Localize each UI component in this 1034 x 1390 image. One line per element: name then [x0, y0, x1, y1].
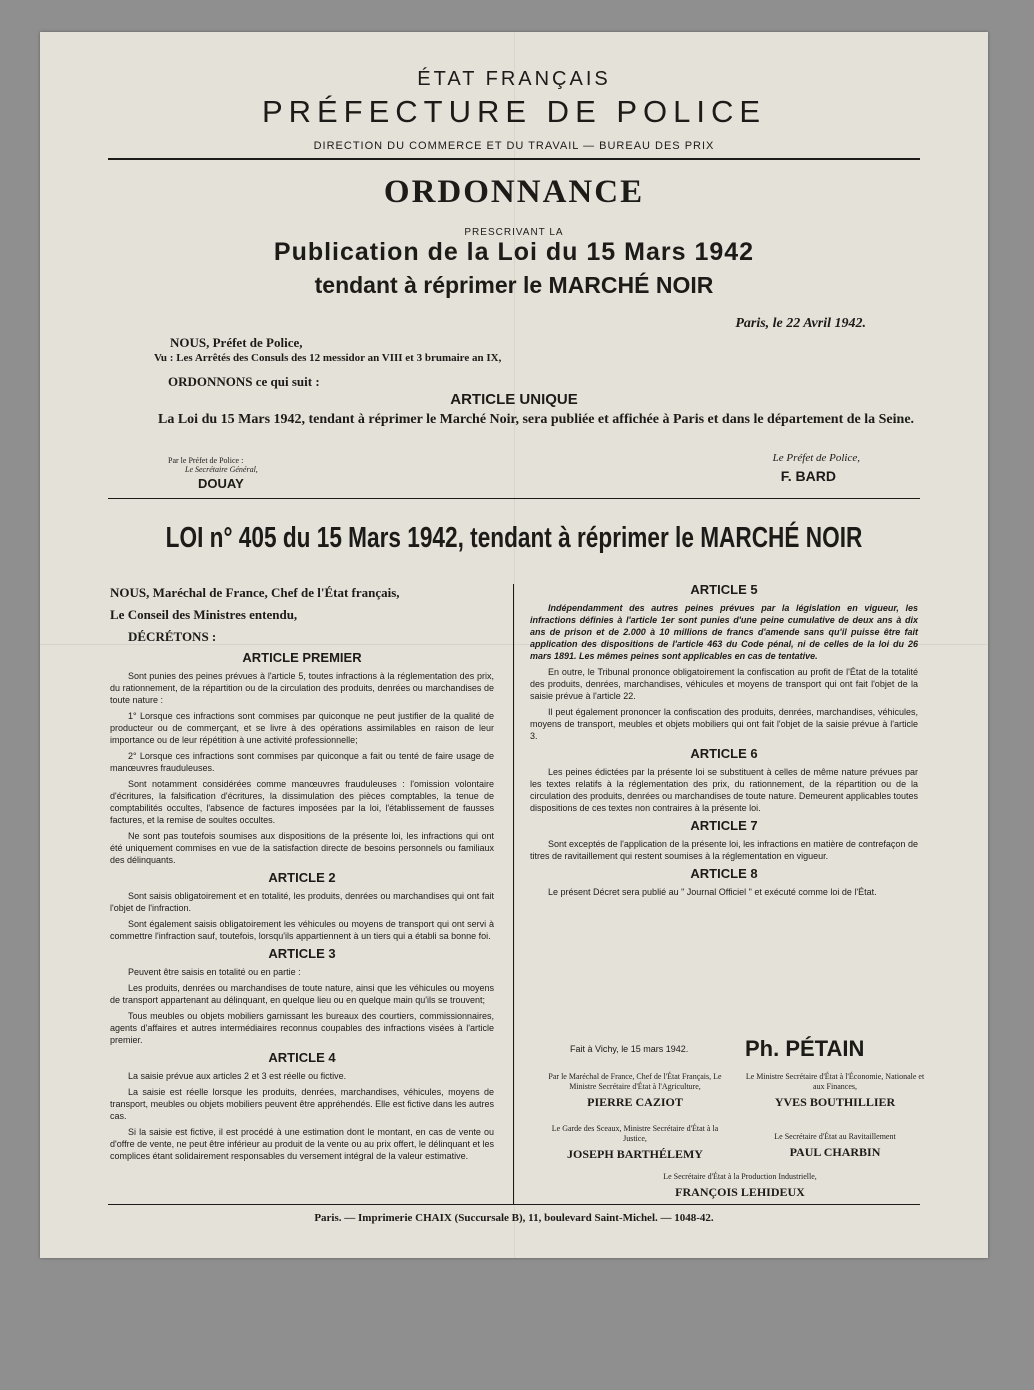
header-etat: ÉTAT FRANÇAIS	[417, 68, 611, 90]
signatory-1	[540, 1072, 730, 1110]
signature-left-line2: Le Secrétaire Général,	[185, 465, 258, 474]
ordonnance-ordonnons: ORDONNONS ce qui suit :	[168, 374, 320, 389]
article-7-title: ARTICLE 7	[690, 818, 758, 833]
header-rule	[108, 158, 920, 160]
signatory-3	[540, 1124, 730, 1162]
article-3-p1: Peuvent être saisis en totalité ou en partie :	[128, 967, 301, 977]
section-rule	[108, 498, 920, 499]
article-6-title: ARTICLE 6	[690, 746, 758, 761]
loi-intro-2: Le Conseil des Ministres entendu,	[110, 607, 298, 622]
signature-petain: Ph. PÉTAIN	[745, 1036, 865, 1061]
article-1-title: ARTICLE PREMIER	[242, 650, 362, 665]
article-2-title: ARTICLE 2	[268, 870, 336, 885]
signatory-5-name: FRANÇOIS LEHIDEUX	[675, 1185, 805, 1199]
article-1-p1: Sont punies des peines prévues à l'article 5, toutes infractions à la réglementation des prix, du rationnement, de la répartition ou de la circulation des produits, denrées ou marchandises de toute nature :	[110, 671, 494, 705]
article-7-p1: Sont exceptés de l'application de la présente loi, les infractions en matière de contrefaçon de titres de ravitaillement qui restent soumises à la réglementation en vigueur.	[530, 839, 918, 861]
article-2-p1: Sont saisis obligatoirement et en totalité, les produits, denrées ou marchandises qui ont fait l'objet de l'infraction.	[110, 891, 494, 913]
loi-decretons: DÉCRÉTONS :	[128, 629, 217, 644]
article-5-p1: Indépendamment des autres peines prévues par la législation en vigueur, les infractions définies à l'article 1er sont punies d'une peine cumulative de deux ans à dix ans de prison et de 2.000 à 10 millions de francs d'amende sans qu'il puisse être fait application des dispositions de l'article 463 du Code pénal, ni de celles de la loi du 26 mars 1891. Les mêmes peines sont applicables en cas de tentative.	[530, 603, 918, 661]
article-unique-title: ARTICLE UNIQUE	[450, 391, 578, 408]
signatory-4-name: PAUL CHARBIN	[789, 1145, 881, 1159]
signatory-1-name: PIERRE CAZIOT	[587, 1095, 683, 1109]
header-prefecture: PRÉFECTURE DE POLICE	[261, 94, 767, 129]
ordonnance-date: Paris, le 22 Avril 1942.	[735, 316, 866, 331]
left-column	[110, 584, 494, 1166]
ordonnance-tendant: tendant à réprimer le MARCHÉ NOIR	[314, 272, 714, 298]
article-2-p2: Sont également saisis obligatoirement les véhicules ou moyens de transport qui ont servi à commettre l'infraction sauf, toutefois, lorsqu'ils appartiennent à un tiers qui a établi sa bonne foi.	[110, 919, 494, 941]
signatory-5	[620, 1172, 860, 1200]
signatory-3-name: JOSEPH BARTHÉLEMY	[567, 1147, 703, 1161]
article-unique-text: La Loi du 15 Mars 1942, tendant à réprimer le Marché Noir, sera publiée et affichée à Paris et dans le département de la Seine.	[158, 412, 915, 427]
article-4-p1: La saisie prévue aux articles 2 et 3 est réelle ou fictive.	[128, 1071, 347, 1081]
loi-intro-1: NOUS, Maréchal de France, Chef de l'État français,	[110, 585, 400, 600]
signature-left-line1: Par le Préfet de Police :	[168, 456, 244, 465]
signatory-3-title: Le Garde des Sceaux, Ministre Secrétaire d'État à la Justice,	[551, 1124, 719, 1143]
ordonnance-vu: Vu : Les Arrêtés des Consuls des 12 messidor an VIII et 3 brumaire an IX,	[154, 352, 502, 364]
signature-left-name: DOUAY	[198, 476, 244, 491]
right-column	[530, 584, 918, 902]
article-3-title: ARTICLE 3	[268, 946, 336, 961]
ordonnance-title: ORDONNANCE	[383, 174, 645, 210]
article-1-p4: Sont notamment considérées comme manœuvres frauduleuses : l'omission volontaire d'écritures, la falsification d'écritures, la dissimulation des pièces comptables, la tenue de comptabilités occultes, l'absence de factures imposées par la loi, l'établissement de fausses factures, et la remise de soultes occultes.	[110, 779, 494, 825]
ordonnance-nous: NOUS, Préfet de Police,	[170, 335, 303, 350]
ordonnance-prescrivant: PRESCRIVANT LA	[464, 227, 564, 238]
signature-right-line1: Le Préfet de Police,	[772, 452, 860, 464]
article-4-title: ARTICLE 4	[268, 1050, 336, 1065]
fait-a-vichy: Fait à Vichy, le 15 mars 1942.	[570, 1044, 689, 1054]
article-3-p2: Les produits, denrées ou marchandises de toute nature, ainsi que les véhicules ou moyens de transport appartenant au délinquant, en quelque lieu ou en quelque main qu'ils se trouvent;	[110, 983, 494, 1005]
article-1-p2: 1° Lorsque ces infractions sont commises par quiconque ne peut justifier de la qualité de producteur ou de commerçant, et se livre à des opérations assimilables en raison de leur importance ou de leur répétition à une activité professionnelle;	[110, 711, 494, 745]
signatory-4-title: Le Secrétaire d'État au Ravitaillement	[774, 1132, 896, 1141]
poster	[40, 32, 988, 1258]
imprint: Paris. — Imprimerie CHAIX (Succursale B), 11, boulevard Saint-Michel. — 1048-42.	[314, 1212, 714, 1224]
signatory-2	[740, 1072, 930, 1110]
header-direction: DIRECTION DU COMMERCE ET DU TRAVAIL — BUREAU DES PRIX	[313, 140, 715, 152]
ordonnance-publication: Publication de la Loi du 15 Mars 1942	[273, 238, 755, 266]
article-5-title: ARTICLE 5	[690, 582, 758, 597]
article-4-p3: Si la saisie est fictive, il est procédé à une estimation dont le montant, en cas de vente ou d'offre de vente, ne peut être inférieur au produit de la vente ou au prix offert, le délinquant et les complices étant solidairement responsables du versement intégral de la valeur estimative.	[110, 1127, 494, 1161]
signature-right-name: F. BARD	[780, 468, 836, 484]
signatory-2-name: YVES BOUTHILLIER	[774, 1095, 896, 1109]
fold-line-vertical	[514, 32, 515, 1258]
article-6-p1: Les peines édictées par la présente loi se substituent à celles de même nature prévues par les textes relatifs à la réglementation des prix, du rationnement, de la répartition ou de la circulation des produits, denrées ou marchandises de toute nature. Demeurent applicables toutes dispositions de ces textes non contraires à la présente loi.	[530, 767, 918, 813]
article-4-p2: La saisie est réelle lorsque les produits, denrées, marchandises, véhicules, moyens de transport, meubles ou objets mobiliers peuvent être appréhendés. Elle est fictive dans les autres cas.	[110, 1087, 494, 1121]
signatory-4	[740, 1132, 930, 1160]
signatory-1-title: Par le Maréchal de France, Chef de l'État Français, Le Ministre Secrétaire d'État à l'Agriculture,	[548, 1072, 722, 1091]
article-5-p2: En outre, le Tribunal prononce obligatoirement la confiscation au profit de l'État de la totalité des produits, denrées, marchandises, véhicules et moyens de transport qui ont fait l'objet de la saisie prévue à l'article 22.	[530, 667, 918, 701]
article-1-p5: Ne sont pas toutefois soumises aux dispositions de la présente loi, les infractions qui ont été uniquement commises en vue de la satisfaction directe de besoins personnels ou familiaux des délinquants.	[110, 831, 494, 865]
signatory-5-title: Le Secrétaire d'État à la Production Industrielle,	[663, 1172, 817, 1181]
article-8-p1: Le présent Décret sera publié au " Journal Officiel " et exécuté comme loi de l'État.	[548, 887, 877, 897]
column-divider	[513, 584, 514, 1204]
article-8-title: ARTICLE 8	[690, 866, 758, 881]
article-1-p3: 2° Lorsque ces infractions sont commises par quiconque a fait ou tenté de faire usage de manœuvres frauduleuses.	[110, 751, 494, 773]
signatory-2-title: Le Ministre Secrétaire d'État à l'Économie, Nationale et aux Finances,	[745, 1072, 925, 1091]
loi-title: LOI n° 405 du 15 Mars 1942, tendant à réprimer le MARCHÉ NOIR	[165, 522, 863, 554]
article-5-p3: Il peut également prononcer la confiscation des produits, denrées, marchandises, véhicules, moyens de transport, meubles et objets mobiliers qui ont fait l'objet de la saisie prévue à l'article 3.	[530, 707, 918, 741]
article-3-p3: Tous meubles ou objets mobiliers garnissant les bureaux des courtiers, commissionnaires, agents d'affaires et autres intermédiaires reconnus coupables des infractions visées à l'article premier.	[110, 1011, 494, 1045]
footer-rule	[108, 1204, 920, 1205]
